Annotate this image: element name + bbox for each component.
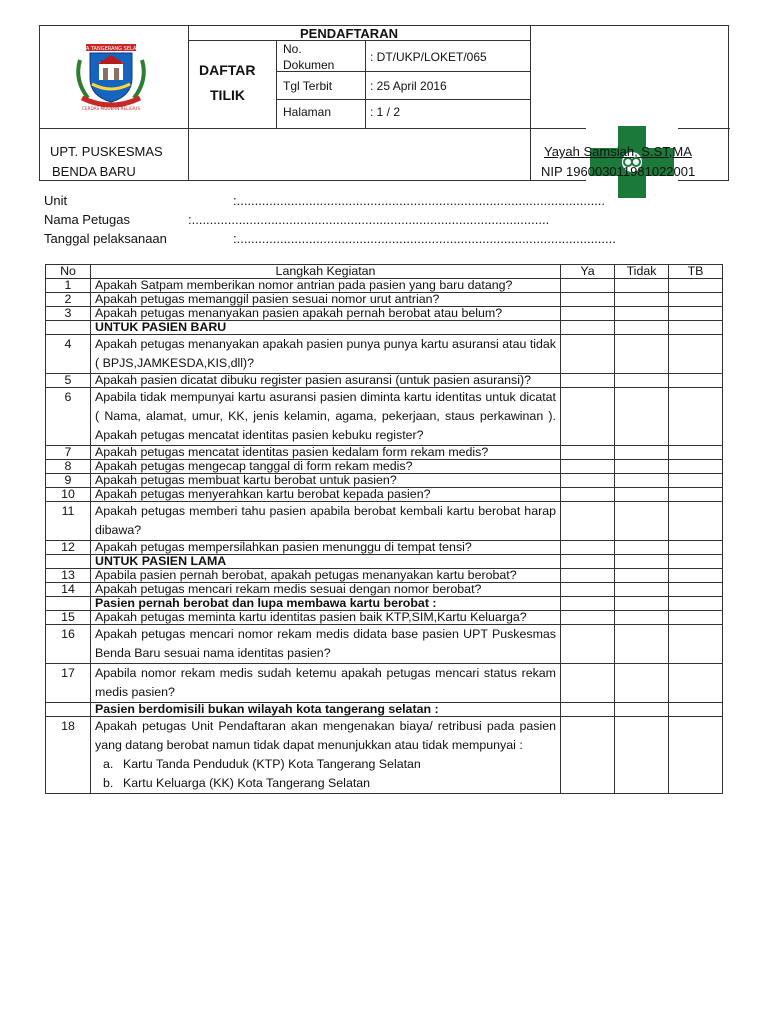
check-cell-tidak[interactable]	[615, 664, 669, 703]
table-subheader-row	[46, 321, 723, 335]
check-cell-tb[interactable]	[669, 307, 723, 321]
check-cell-tidak[interactable]	[615, 717, 669, 794]
option-item	[95, 755, 556, 774]
info-dots-unit: :......................................................................................................	[233, 193, 606, 208]
question-text: Apabila pasien pernah berobat, apakah petugas menanyakan kartu berobat?	[95, 568, 517, 582]
check-cell-tb[interactable]	[669, 388, 723, 446]
check-cell-tidak[interactable]	[615, 611, 669, 625]
question-text: UNTUK PASIEN BARU	[95, 320, 227, 334]
question-text: Apabila tidak mempunyai kartu asuransi pasien diminta kartu identitas untuk dicatat ( Nama, alamat, umur, KK, jenis kelamin, agama, pekerjaan, staus perkawinan ). Apakah petugas mencatat identitas pasien kebuku register?	[95, 390, 556, 442]
check-cell-tb[interactable]	[669, 717, 723, 794]
table-row	[46, 541, 723, 555]
check-cell-ya	[561, 321, 615, 335]
check-cell-ya[interactable]	[561, 625, 615, 664]
check-cell-tidak[interactable]	[615, 279, 669, 293]
row-question	[91, 555, 561, 569]
check-cell-tb[interactable]	[669, 541, 723, 555]
checklist-table	[45, 264, 723, 794]
row-question	[91, 374, 561, 388]
info-label-officer-name: Nama Petugas	[44, 212, 130, 227]
option-item	[95, 774, 556, 793]
header-tb: TB	[669, 265, 723, 279]
check-cell-ya[interactable]	[561, 664, 615, 703]
check-cell-ya[interactable]	[561, 460, 615, 474]
row-question	[91, 460, 561, 474]
row-question	[91, 703, 561, 717]
question-text: Apakah petugas menyerahkan kartu berobat kepada pasien?	[95, 487, 431, 501]
row-question	[91, 583, 561, 597]
check-cell-tidak[interactable]	[615, 374, 669, 388]
question-text: Apakah petugas menanyakan apakah pasien punya punya kartu asuransi atau tidak ( BPJS,JAMKESDA,KIS,dll)?	[95, 337, 556, 370]
row-question	[91, 279, 561, 293]
check-cell-tidak[interactable]	[615, 335, 669, 374]
check-cell-ya[interactable]	[561, 569, 615, 583]
row-number	[46, 597, 91, 611]
check-cell-tb[interactable]	[669, 474, 723, 488]
row-question	[91, 307, 561, 321]
question-text: Apakah petugas memberi tahu pasien apabila berobat kembali kartu berobat harap dibawa?	[95, 504, 556, 537]
row-question	[91, 502, 561, 541]
row-number: 5	[46, 374, 91, 388]
table-row	[46, 583, 723, 597]
table-row	[46, 335, 723, 374]
check-cell-ya[interactable]	[561, 388, 615, 446]
question-text: Apakah Satpam memberikan nomor antrian pada pasien yang baru datang?	[95, 278, 513, 292]
table-header-row	[46, 265, 723, 279]
check-cell-tb[interactable]	[669, 583, 723, 597]
city-emblem-logo	[70, 40, 152, 114]
row-question	[91, 474, 561, 488]
question-text: Pasien pernah berobat dan lupa membawa kartu berobat :	[95, 596, 437, 610]
row-question	[91, 446, 561, 460]
row-question	[91, 597, 561, 611]
table-row	[46, 474, 723, 488]
check-cell-ya[interactable]	[561, 541, 615, 555]
table-subheader-row	[46, 703, 723, 717]
check-cell-tb	[669, 597, 723, 611]
row-number: 18	[46, 717, 91, 794]
question-text: Apakah petugas memanggil pasien sesuai nomor urut antrian?	[95, 292, 440, 306]
check-cell-tidak	[615, 321, 669, 335]
org-name-line1: UPT. PUSKESMAS	[50, 144, 163, 159]
table-subheader-row	[46, 597, 723, 611]
table-row	[46, 664, 723, 703]
row-number: 11	[46, 502, 91, 541]
row-number: 13	[46, 569, 91, 583]
logo-motto-text: CERDAS MODERN RELIGIUS	[82, 106, 140, 111]
check-cell-tb	[669, 703, 723, 717]
option-marker: b.	[103, 776, 114, 790]
check-cell-tidak[interactable]	[615, 293, 669, 307]
table-row	[46, 374, 723, 388]
table-row	[46, 460, 723, 474]
info-dots-officer-name: :...................................................................................................	[188, 212, 550, 227]
check-cell-ya	[561, 597, 615, 611]
table-row	[46, 446, 723, 460]
row-question	[91, 625, 561, 664]
check-cell-tb	[669, 555, 723, 569]
header-no: No	[46, 265, 91, 279]
document-header	[39, 25, 729, 181]
table-row	[46, 388, 723, 446]
question-text: Apakah pasien dicatat dibuku register pasien asuransi (untuk pasien asuransi)?	[95, 373, 532, 387]
table-row	[46, 569, 723, 583]
check-cell-ya[interactable]	[561, 474, 615, 488]
check-cell-ya[interactable]	[561, 611, 615, 625]
table-subheader-row	[46, 555, 723, 569]
check-cell-ya[interactable]	[561, 335, 615, 374]
row-question	[91, 293, 561, 307]
table-row	[46, 717, 723, 794]
header-step: Langkah Kegiatan	[91, 265, 561, 279]
org-name-line2: BENDA BARU	[52, 164, 136, 179]
row-question	[91, 664, 561, 703]
check-cell-tidak	[615, 555, 669, 569]
field-value-issue-date: : 25 April 2016	[370, 79, 447, 93]
check-cell-tidak[interactable]	[615, 625, 669, 664]
table-row	[46, 488, 723, 502]
question-text: UNTUK PASIEN LAMA	[95, 554, 227, 568]
row-number: 17	[46, 664, 91, 703]
row-number: 8	[46, 460, 91, 474]
check-cell-tb[interactable]	[669, 293, 723, 307]
check-cell-ya[interactable]	[561, 374, 615, 388]
check-cell-ya[interactable]	[561, 293, 615, 307]
field-value-page: : 1 / 2	[370, 105, 401, 119]
info-dots-date: :.........................................................................................................	[233, 231, 616, 246]
check-cell-ya[interactable]	[561, 446, 615, 460]
check-cell-ya	[561, 703, 615, 717]
doc-type-line1: DAFTAR	[199, 62, 256, 78]
field-label-issue-date: Tgl Terbit	[283, 79, 333, 93]
check-cell-tb[interactable]	[669, 611, 723, 625]
question-text: Apabila nomor rekam medis sudah ketemu apakah petugas mencari status rekam medis pasien?	[95, 666, 556, 699]
option-marker: a.	[103, 757, 114, 771]
check-cell-tidak[interactable]	[615, 488, 669, 502]
check-cell-tidak[interactable]	[615, 388, 669, 446]
check-cell-tb[interactable]	[669, 488, 723, 502]
row-number: 9	[46, 474, 91, 488]
row-number: 7	[46, 446, 91, 460]
question-text: Apakah petugas membuat kartu berobat untuk pasien?	[95, 473, 397, 487]
row-number: 2	[46, 293, 91, 307]
header-ya: Ya	[561, 265, 615, 279]
option-text: Kartu Tanda Penduduk (KTP) Kota Tangerang Selatan	[123, 757, 421, 771]
table-row	[46, 625, 723, 664]
check-cell-tb[interactable]	[669, 502, 723, 541]
check-cell-tidak[interactable]	[615, 307, 669, 321]
table-row	[46, 307, 723, 321]
check-cell-tidak[interactable]	[615, 446, 669, 460]
question-text: Apakah petugas mempersilahkan pasien menunggu di tempat tensi?	[95, 540, 472, 554]
check-cell-tb[interactable]	[669, 460, 723, 474]
check-cell-tb[interactable]	[669, 625, 723, 664]
signer-nip: NIP 196003011981022001	[541, 164, 696, 179]
check-cell-tb[interactable]	[669, 374, 723, 388]
row-number: 6	[46, 388, 91, 446]
row-number: 15	[46, 611, 91, 625]
row-question	[91, 488, 561, 502]
question-text: Pasien berdomisili bukan wilayah kota tangerang selatan :	[95, 702, 439, 716]
check-cell-tb[interactable]	[669, 446, 723, 460]
row-number: 14	[46, 583, 91, 597]
info-label-unit: Unit	[44, 193, 68, 208]
row-question	[91, 611, 561, 625]
row-number	[46, 555, 91, 569]
row-number: 12	[46, 541, 91, 555]
row-number: 1	[46, 279, 91, 293]
check-cell-tb[interactable]	[669, 569, 723, 583]
check-cell-ya[interactable]	[561, 307, 615, 321]
check-cell-tidak[interactable]	[615, 541, 669, 555]
row-question	[91, 321, 561, 335]
row-question	[91, 717, 561, 794]
row-number: 16	[46, 625, 91, 664]
section-title: PENDAFTARAN	[300, 26, 398, 41]
check-cell-ya[interactable]	[561, 717, 615, 794]
option-text: Kartu Keluarga (KK) Kota Tangerang Selatan	[123, 776, 371, 790]
question-text: Apakah petugas mencari rekam medis sesuai dengan nomor berobat?	[95, 582, 482, 596]
check-cell-ya[interactable]	[561, 583, 615, 597]
check-cell-tb[interactable]	[669, 335, 723, 374]
question-text: Apakah petugas meminta kartu identitas pasien baik KTP,SIM,Kartu Keluarga?	[95, 610, 527, 624]
row-number: 4	[46, 335, 91, 374]
check-cell-ya[interactable]	[561, 279, 615, 293]
question-text: Apakah petugas menanyakan pasien apakah pernah berobat atau belum?	[95, 306, 503, 320]
check-cell-tb[interactable]	[669, 279, 723, 293]
table-row	[46, 279, 723, 293]
table-row	[46, 611, 723, 625]
row-number	[46, 321, 91, 335]
row-question	[91, 335, 561, 374]
question-text: Apakah petugas mencatat identitas pasien kedalam form rekam medis?	[95, 445, 489, 459]
doc-type-line2: TILIK	[210, 87, 245, 103]
check-cell-tb[interactable]	[669, 664, 723, 703]
row-number: 3	[46, 307, 91, 321]
question-text: Apakah petugas mengecap tanggal di form rekam medis?	[95, 459, 413, 473]
signer-name: Yayah Samsiah, S.ST,MA	[544, 144, 692, 159]
info-label-date: Tanggal pelaksanaan	[44, 231, 167, 246]
check-cell-ya[interactable]	[561, 488, 615, 502]
field-label-page: Halaman	[283, 105, 332, 119]
check-cell-tidak	[615, 703, 669, 717]
check-cell-tidak[interactable]	[615, 474, 669, 488]
puskesmas-cross-logo	[586, 122, 678, 202]
question-text: Apakah petugas mencari nomor rekam medis didata base pasien UPT Puskesmas Benda Baru sesuai nama identitas pasien?	[95, 627, 556, 660]
check-cell-tb	[669, 321, 723, 335]
check-cell-ya	[561, 555, 615, 569]
logo-banner-text: KOTA TANGERANG SELATAN	[76, 46, 146, 52]
check-cell-ya[interactable]	[561, 502, 615, 541]
row-number: 10	[46, 488, 91, 502]
row-question	[91, 541, 561, 555]
check-cell-tidak[interactable]	[615, 460, 669, 474]
row-question	[91, 388, 561, 446]
row-question	[91, 569, 561, 583]
table-row	[46, 502, 723, 541]
field-value-doc-number: : DT/UKP/LOKET/065	[370, 50, 487, 64]
check-cell-tidak[interactable]	[615, 583, 669, 597]
table-row	[46, 293, 723, 307]
header-tidak: Tidak	[615, 265, 669, 279]
row-number	[46, 703, 91, 717]
check-cell-tidak[interactable]	[615, 569, 669, 583]
check-cell-tidak	[615, 597, 669, 611]
check-cell-tidak[interactable]	[615, 502, 669, 541]
question-text: Apakah petugas Unit Pendaftaran akan mengenakan biaya/ retribusi pada pasien yang datang berobat namun tidak dapat menunjukkan atau tidak mempunyai :	[95, 719, 556, 752]
field-label-doc-number: No. Dokumen	[283, 42, 335, 72]
